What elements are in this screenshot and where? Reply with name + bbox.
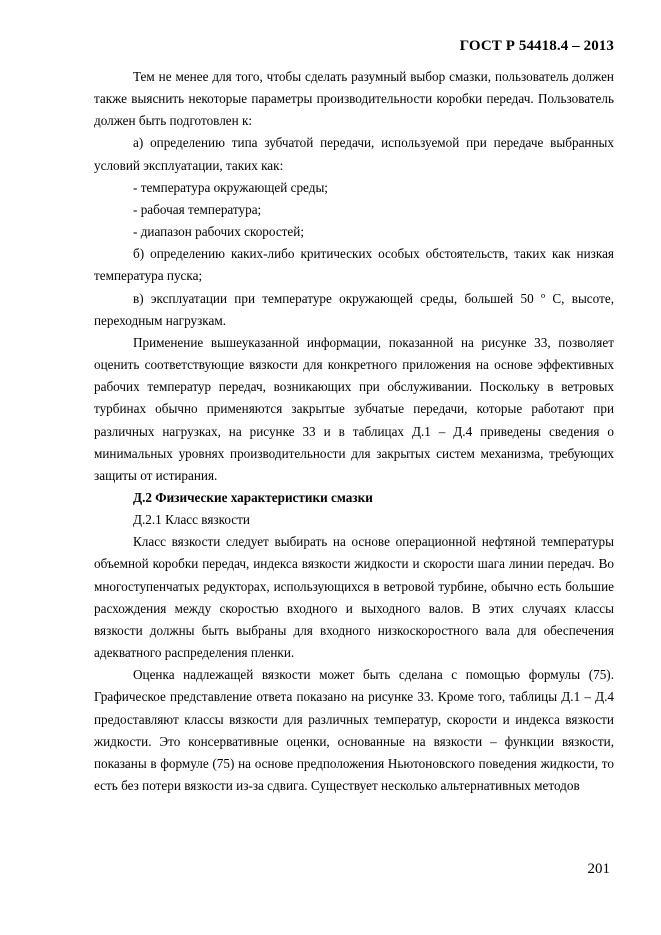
list-subitem: - рабочая температура;: [133, 201, 262, 217]
document-header: ГОСТ Р 54418.4 – 2013: [459, 38, 614, 54]
subsection-heading: Д.2.1 Класс вязкости: [133, 512, 250, 528]
list-item-b: б) определению каких-либо критических особых обстоятельств, таких как низкая температура пуска;: [94, 246, 614, 284]
paragraph-viscosity-class: Класс вязкости следует выбирать на основе операционной нефтяной температуры объемной коробки передач, индекса вязкости жидкости и скорости шага линии передач. Во многоступенчатых редукторах, использующихся в ветровой турбине, обычно есть большие расхождения между скоростью входного и выходного валов. В этих случаях классы вязкости должны быть выбраны для входного низкоскоростного вала для обеспечения адекватного распределения пленки.: [94, 534, 614, 661]
list-item-a: а) определению типа зубчатой передачи, используемой при передаче выбранных условий эксплуатации, таких как:: [94, 135, 614, 173]
list-subitem: - диапазон рабочих скоростей;: [133, 224, 305, 240]
paragraph-application: Применение вышеуказанной информации, показанной на рисунке 33, позволяет оценить соответствующие вязкости для конкретного приложения на основе эффективных рабочих температур передач, возникающих при обслуживании. Поскольку в ветровых турбинах обычно применяются закрытые зубчатые передачи, которые работают при различных нагрузках, на рисунке 33 и в таблицах Д.1 – Д.4 приведены сведения о минимальных уровнях производительности для закрытых систем механизма, требующих защиты от истирания.: [94, 334, 614, 483]
section-heading: Д.2 Физические характеристики смазки: [133, 489, 373, 505]
paragraph-intro: Тем не менее для того, чтобы сделать разумный выбор смазки, пользователь должен также выяснить некоторые параметры производительности коробки передач. Пользователь должен быть подготовлен к:: [94, 69, 614, 129]
document-body: [94, 66, 614, 797]
page-number: 201: [587, 861, 610, 877]
paragraph-viscosity-estimate: Оценка надлежащей вязкости может быть сделана с помощью формулы (75). Графическое представление ответа показано на рисунке 33. Кроме того, таблицы Д.1 – Д.4 предоставляют классы вязкости для различных температур, скорости и индекса вязкости жидкости. Это консервативные оценки, основанные на вязкости – функции вязкости, показаны в формуле (75) на основе предположения Ньютоновского поведения жидкости, то есть без потери вязкости из-за сдвига. Существует несколько альтернативных методов: [94, 667, 614, 793]
list-subitem: - температура окружающей среды;: [133, 179, 328, 195]
list-item-v: в) эксплуатации при температуре окружающей среды, большей 50 º С, высоте, переходным нагрузкам.: [94, 290, 614, 328]
